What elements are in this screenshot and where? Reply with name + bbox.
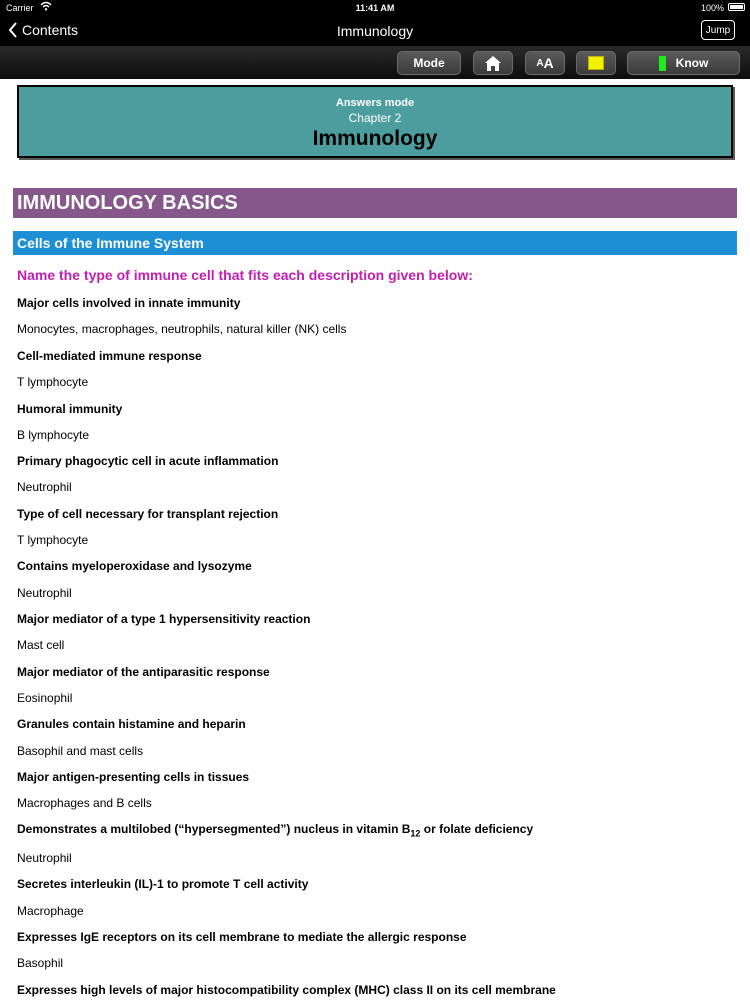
chapter-header [17, 85, 733, 158]
answer: Neutrophil [17, 851, 72, 865]
chapter-title: Immunology [312, 127, 438, 150]
subsection-heading: Cells of the Immune System [13, 231, 737, 255]
answer: Macrophage [17, 904, 84, 918]
question: Contains myeloperoxidase and lysozyme [17, 559, 252, 573]
battery-icon [728, 3, 745, 11]
know-label: Know [675, 56, 709, 70]
answer: Basophil and mast cells [17, 744, 144, 758]
answer: Neutrophil [17, 480, 72, 494]
answer: Neutrophil [17, 586, 72, 600]
answer: B lymphocyte [17, 428, 90, 442]
font-size-button[interactable] [525, 51, 565, 75]
clock: 11:41 AM [355, 3, 395, 13]
home-button[interactable] [473, 51, 513, 75]
question: Type of cell necessary for transplant rejection [17, 507, 279, 521]
answer: Macrophages and B cells [17, 796, 152, 810]
know-button[interactable] [627, 51, 740, 75]
note-button[interactable] [576, 51, 616, 75]
answer: Eosinophil [17, 691, 73, 705]
instruction-text: Name the type of immune cell that fits each description given below: [17, 267, 473, 283]
font-size-large-glyph: A [543, 55, 554, 71]
question: Secretes interleukin (IL)-1 to promote T cell activity [17, 877, 309, 891]
mode-button[interactable]: Mode [397, 51, 461, 75]
back-label: Contents [22, 22, 79, 38]
chapter-number: Chapter 2 [348, 111, 402, 125]
answer: Mast cell [17, 638, 65, 652]
question: Major mediator of a type 1 hypersensitivity reaction [17, 612, 311, 626]
nav-title: Immunology [336, 23, 414, 39]
question: Cell-mediated immune response [17, 349, 202, 363]
status-bar [0, 0, 750, 16]
question [17, 822, 533, 838]
question: Granules contain histamine and heparin [17, 717, 246, 731]
question: Primary phagocytic cell in acute inflammation [17, 454, 279, 468]
home-icon [484, 55, 502, 72]
question-text: Demonstrates a multilobed (“hypersegmented”) nucleus in vitamin B [17, 822, 411, 836]
note-icon [588, 56, 604, 70]
question: Humoral immunity [17, 402, 123, 416]
answer: T lymphocyte [17, 375, 89, 389]
answer: Basophil [17, 956, 64, 970]
battery-percent: 100% [700, 3, 724, 13]
answer: Monocytes, macrophages, neutrophils, natural killer (NK) cells [17, 322, 347, 336]
question: Major mediator of the antiparasitic response [17, 665, 270, 679]
question-text-end: or folate deficiency [420, 822, 534, 836]
carrier-label: Carrier [6, 3, 34, 13]
question: Expresses high levels of major histocompatibility complex (MHC) class II on its cell membrane [17, 983, 556, 997]
font-size-small-glyph: A [536, 57, 544, 69]
question: Expresses IgE receptors on its cell membrane to mediate the allergic response [17, 930, 467, 944]
toolbar [0, 46, 750, 79]
answer: T lymphocyte [17, 533, 89, 547]
mode-indicator: Answers mode [335, 97, 415, 109]
navigation-bar [0, 16, 750, 46]
question: Major cells involved in innate immunity [17, 296, 241, 310]
jump-button[interactable]: Jump [701, 20, 735, 40]
subscript: 12 [410, 828, 421, 839]
section-heading: IMMUNOLOGY BASICS [13, 188, 737, 218]
question: Major antigen-presenting cells in tissues [17, 770, 250, 784]
bookmark-flag-icon [659, 56, 666, 71]
